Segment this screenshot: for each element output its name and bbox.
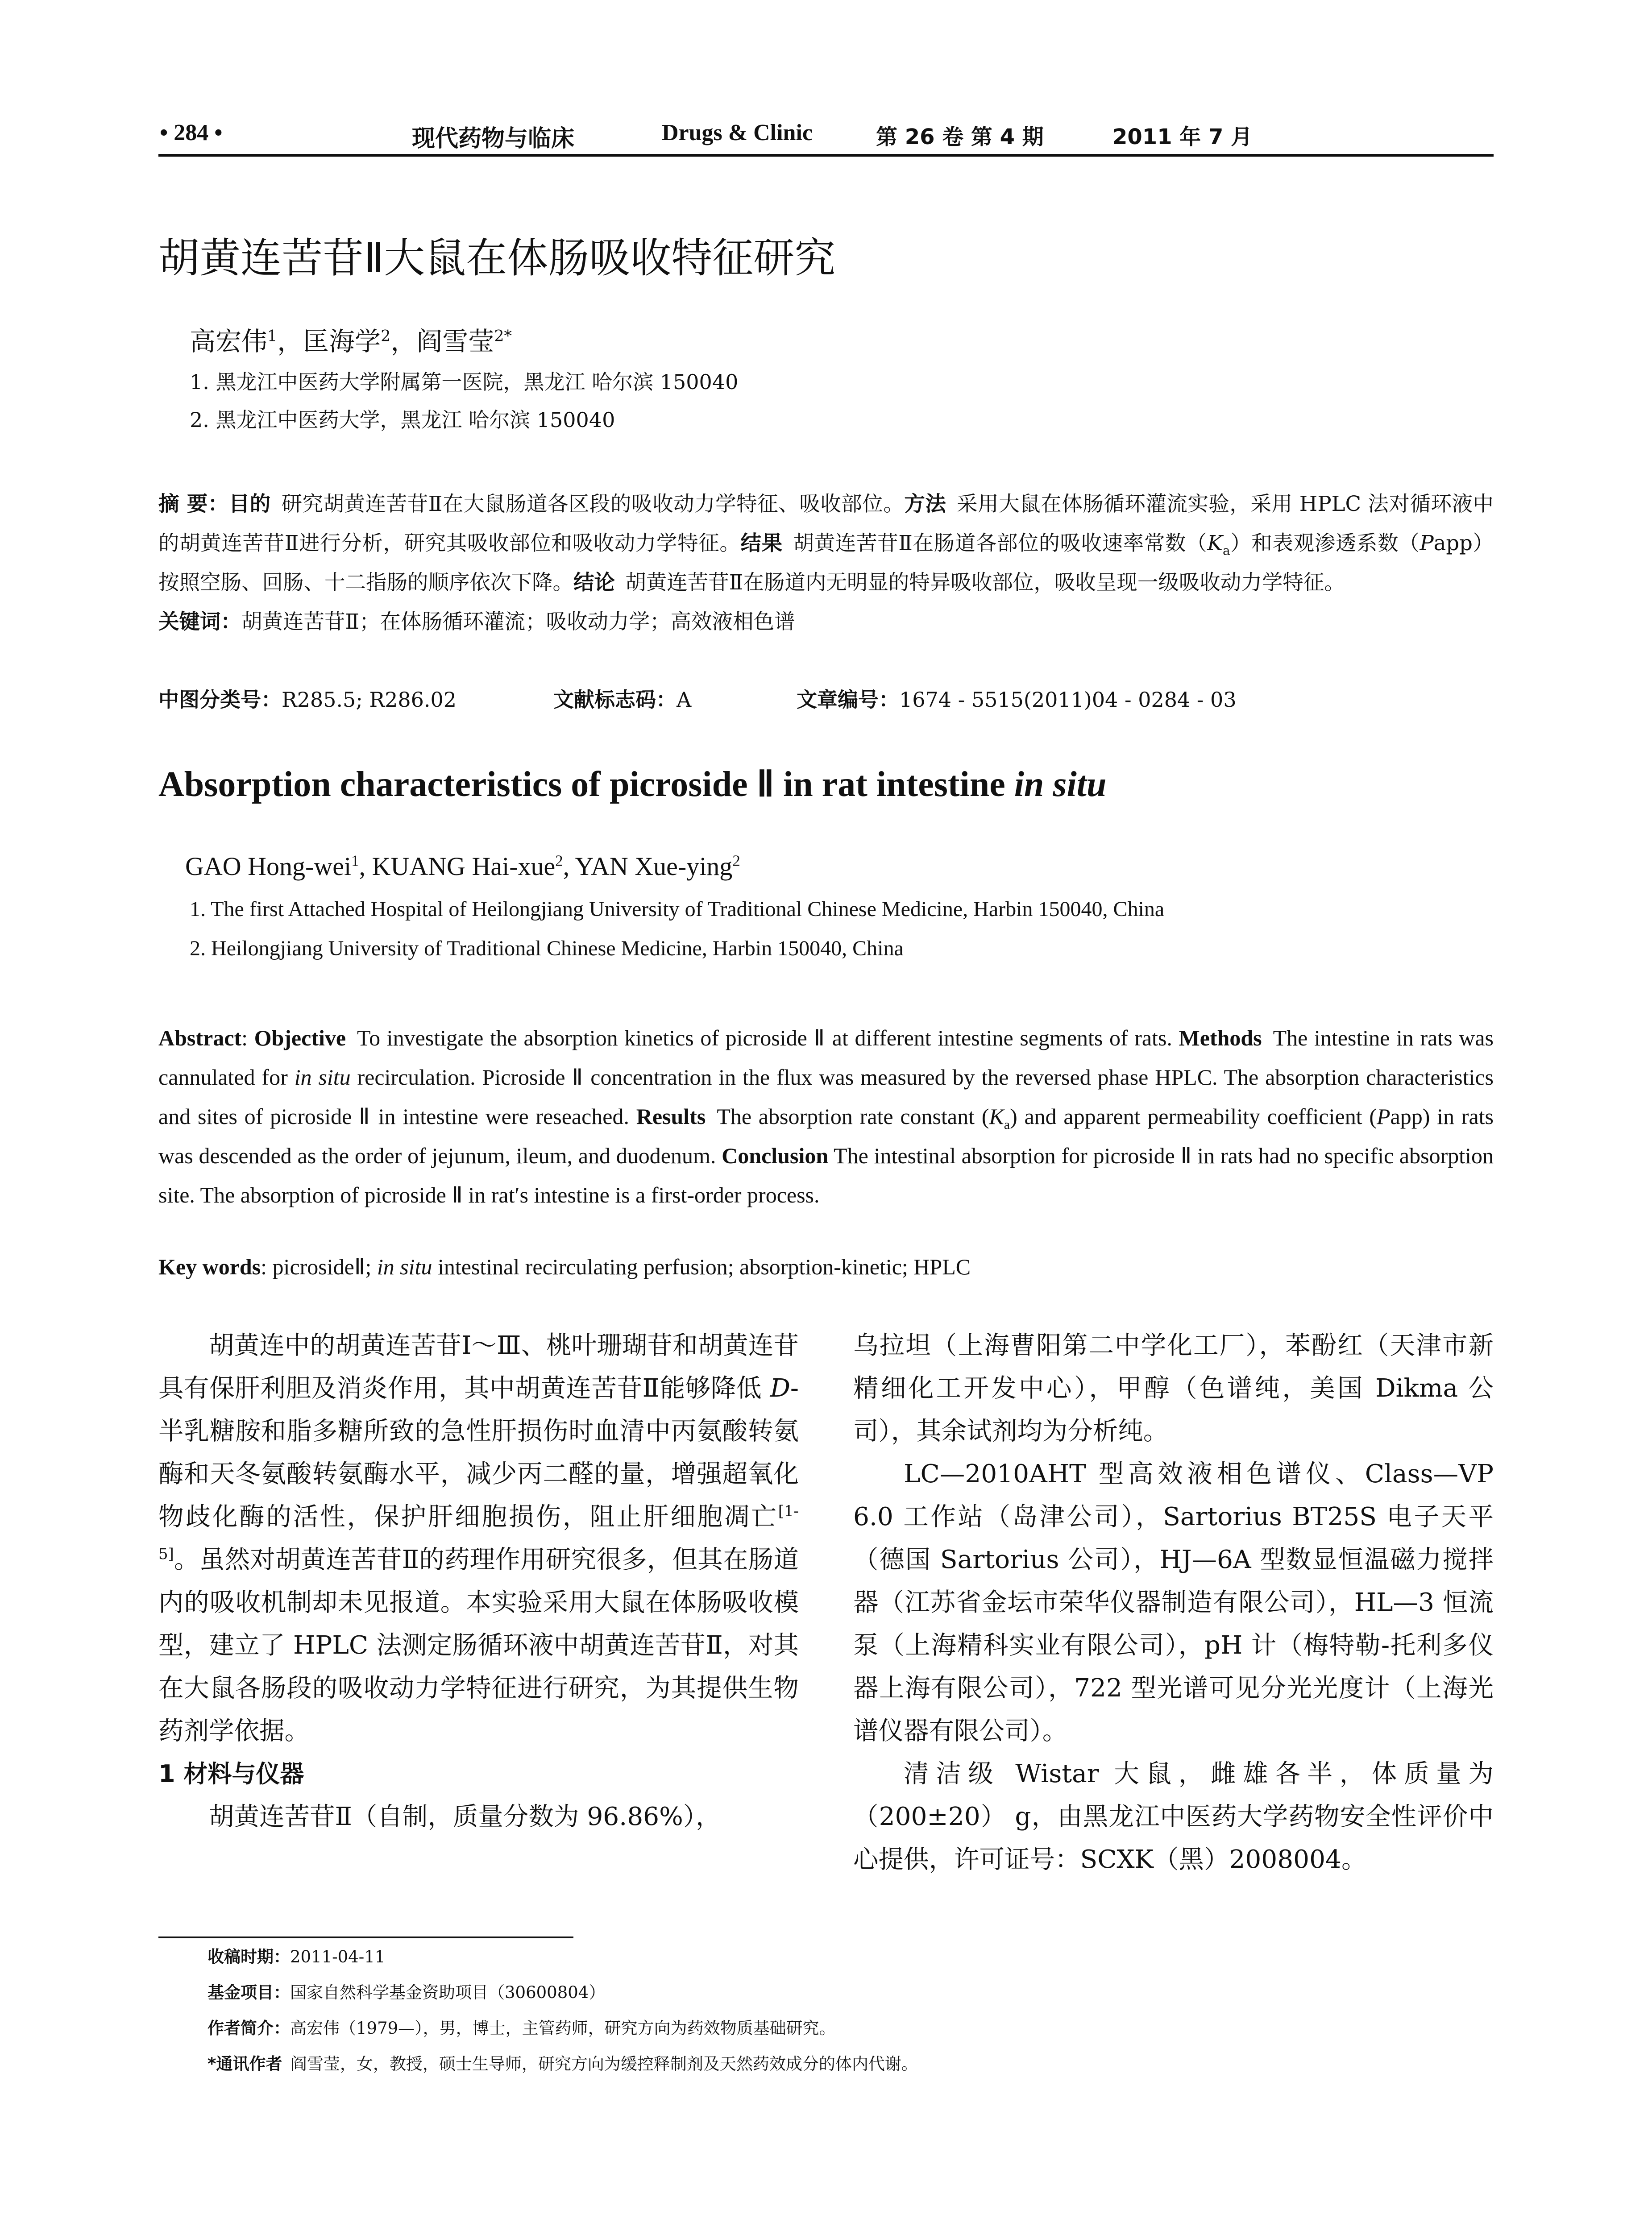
doc-code-value: A: [677, 688, 692, 712]
chinese-title: 胡黄连苦苷Ⅱ大鼠在体肠吸收特征研究: [158, 234, 836, 282]
body-paragraph: LC—2010AHT 型高效液相色谱仪、Class—VP 6.0 工作站（岛津公司），Sartorius BT25S 电子天平（德国 Sartorius 公司），HJ—6A 型数显恒温磁力搅拌器（江苏省金坛市荣华仪器制造有限公司），HL—3 恒流泵（上海精科实业有限公司），pH 计（梅特勒-托利多仪器上海有限公司），722 型光谱可见分光光度计（上海光谱仪器有限公司）。: [853, 1460, 1494, 1746]
body-right-column: [853, 1324, 1494, 1881]
d-italic: D: [770, 1374, 790, 1403]
article-no-value: 1674 - 5515(2011)04 - 0284 - 03: [899, 688, 1237, 712]
author-name: YAN Xue-ying: [575, 852, 733, 881]
keywords-text: 胡黄连苦苷Ⅱ；在体肠循环灌流；吸收动力学；高效液相色谱: [241, 610, 795, 634]
results-label: Results: [636, 1104, 706, 1129]
keywords-italic: in situ: [377, 1254, 432, 1279]
author-separator: ，: [390, 326, 417, 357]
author-affiliation-mark: 2: [381, 327, 391, 345]
author-affiliation-mark: 1: [351, 852, 359, 870]
english-authors: [185, 851, 740, 881]
citation: [1-5]: [158, 1502, 799, 1563]
journal-name-en: Drugs & Clinic: [662, 120, 813, 145]
footnote-label: *通讯作者: [208, 2054, 282, 2073]
author-name: 阎雪莹: [416, 326, 494, 357]
chinese-affiliation-1: 1. 黑龙江中医药大学附属第一医院，黑龙江 哈尔滨 150040: [190, 370, 739, 394]
methods-label: Methods: [1179, 1025, 1262, 1050]
in-situ-italic: in situ: [294, 1065, 351, 1090]
papp-suffix: app: [1390, 1104, 1423, 1129]
author-name: KUANG Hai-xue: [372, 852, 556, 881]
body-paragraph: 清洁级 Wistar 大鼠，雌雄各半，体质量为（200±20） g，由黑龙江中医药大学药物安全性评价中心提供，许可证号：SCXK（黑）2008004。: [853, 1759, 1494, 1874]
doc-code-label: 文献标志码：: [553, 688, 677, 712]
results-label: 结果: [740, 531, 783, 555]
author-name: 匡海学: [303, 326, 381, 357]
objective-label: Objective: [254, 1025, 346, 1050]
body-left-column: [158, 1324, 799, 1838]
methods-text: The intestine in rats was cannulated for: [158, 1025, 1494, 1090]
author-affiliation-mark: 2: [555, 852, 563, 870]
footnote-text: 高宏伟（1979—），男，博士，主管药师，研究方向为药效物质基础研究。: [290, 2019, 836, 2038]
footnote-label: 基金项目：: [208, 1983, 290, 2002]
objective-text: 研究胡黄连苦苷Ⅱ在大鼠肠道各区段的吸收动力学特征、吸收部位。: [281, 492, 905, 516]
papp-suffix: app: [1433, 531, 1473, 555]
footnote-corresponding: [208, 2050, 918, 2074]
body-paragraph: 乌拉坦（上海曹阳第二中学化工厂），苯酚红（天津市新精细化工开发中心），甲醇（色谱纯，美国 Dikma 公司），其余试剂均为分析纯。: [853, 1331, 1494, 1446]
classification-line: [158, 684, 1494, 710]
keywords-label: 关键词：: [158, 610, 241, 634]
keywords-label: Key words: [158, 1254, 261, 1279]
article-no-label: 文章编号：: [797, 688, 899, 712]
english-affiliation-1: 1. The first Attached Hospital of Heilongjiang University of Traditional Chinese Medicine, Harbin 150040, China: [190, 897, 1165, 921]
footnote-fund: [208, 1979, 605, 2003]
results-text: ）和表观渗透系数（: [1230, 531, 1420, 555]
english-affiliation-2: 2. Heilongjiang University of Traditional Chinese Medicine, Harbin 150040, China: [190, 937, 904, 960]
english-title-main: Absorption characteristics of picroside Ⅱ in rat intestine: [158, 765, 1014, 804]
conclusion-label: Conclusion: [722, 1143, 829, 1168]
author-separator: ，: [277, 326, 303, 357]
abstract-colon: :: [241, 1025, 254, 1050]
results-text: ) and apparent permeability coefficient (: [1010, 1104, 1377, 1129]
results-text: The absorption rate constant (: [717, 1104, 989, 1129]
papp-symbol: P: [1377, 1104, 1391, 1129]
footnote-label: 作者简介：: [208, 2019, 290, 2038]
volume-issue: 第 26 卷 第 4 期: [876, 124, 1044, 149]
keywords-text: intestinal recirculating perfusion; absorption-kinetic; HPLC: [432, 1254, 971, 1279]
chinese-affiliation-2: 2. 黑龙江中医药大学，黑龙江 哈尔滨 150040: [190, 408, 615, 432]
ka-subscript: a: [1222, 543, 1230, 558]
conclusion-label: 结论: [573, 570, 615, 594]
abstract-label: Abstract: [158, 1025, 242, 1050]
author-separator: ,: [563, 852, 575, 881]
section-heading: 1 材料与仪器: [158, 1760, 304, 1788]
footnote-text: 国家自然科学基金资助项目（30600804）: [290, 1983, 606, 2002]
footnote-rule: [158, 1937, 573, 1938]
english-keywords: [158, 1254, 971, 1280]
conclusion-text: The intestinal absorption for picroside Ⅱ in rats had no specific absorption site. The absorption of picroside Ⅱ in rat′s intestine is a first-order process.: [158, 1143, 1494, 1207]
ka-symbol: K: [989, 1104, 1004, 1129]
papp-symbol: P: [1420, 531, 1434, 555]
body-text: 。虽然对胡黄连苦苷Ⅱ的药理作用研究很多，但其在肠道内的吸收机制却未见报道。本实验采用大鼠在体肠吸收模型，建立了 HPLC 法测定肠循环液中胡黄连苦苷Ⅱ，对其在大鼠各肠段的吸收动力学特征进行研究，为其提供生物药剂学依据。: [158, 1545, 799, 1746]
body-paragraph: [158, 1324, 799, 1753]
keywords-text: : picrosideⅡ;: [261, 1254, 377, 1279]
footnote-received: [208, 1943, 385, 1967]
methods-text: recirculation. Picroside Ⅱ concentration in the flux was measured by the reversed phase HPLC. The absorption characteristics and sites of picroside Ⅱ in intestine were reseached.: [158, 1065, 1494, 1129]
footnote-author: [208, 2015, 836, 2039]
author-separator: ,: [359, 852, 372, 881]
methods-label: 方法: [904, 492, 946, 516]
body-text: 胡黄连中的胡黄连苦苷Ⅰ～Ⅲ、桃叶珊瑚苷和胡黄连苷具有保肝利胆及消炎作用，其中胡黄连苦苷Ⅱ能够降低: [158, 1331, 799, 1403]
header-rule: [158, 154, 1494, 157]
objective-label: 目的: [228, 492, 271, 516]
issue-date: 2011 年 7 月: [1112, 124, 1253, 149]
clc-label: 中图分类号：: [158, 688, 282, 712]
methods-text: 采用大鼠在体肠循环灌流实验，采用 HPLC 法对循环液中的胡黄连苦苷Ⅱ进行分析，研究其吸收部位和吸收动力学特征。: [158, 492, 1494, 555]
author-name: 高宏伟: [190, 326, 268, 357]
english-title-italic: in situ: [1014, 765, 1107, 804]
running-header: [160, 120, 1492, 155]
chinese-abstract: [158, 484, 1494, 641]
conclusion-text: 胡黄连苦苷Ⅱ在肠道内无明显的特异吸收部位，吸收呈现一级吸收动力学特征。: [625, 570, 1345, 594]
author-affiliation-mark: 1: [267, 327, 278, 345]
author-name: GAO Hong-wei: [185, 852, 352, 881]
author-affiliation-mark: 2: [732, 852, 740, 870]
results-text: 胡黄连苦苷Ⅱ在肠道各部位的吸收速率常数（: [793, 531, 1208, 555]
page-number: • 284 •: [160, 120, 223, 145]
body-paragraph: 胡黄连苦苷Ⅱ（自制，质量分数为 96.86%），: [209, 1802, 721, 1831]
footnote-text: 2011-04-11: [290, 1947, 386, 1966]
ka-symbol: K: [1207, 531, 1223, 555]
objective-text: To investigate the absorption kinetics of picroside Ⅱ at different intestine segments of rats.: [357, 1025, 1172, 1050]
results-text: ）按照空肠、回肠、十二指肠的顺序依次下降。: [158, 531, 1494, 594]
results-text: ) in rats was descended as the order of jejunum, ileum, and duodenum.: [158, 1104, 1494, 1168]
chinese-authors: [190, 320, 512, 358]
clc-value: R285.5; R286.02: [282, 688, 457, 712]
body-text: -半乳糖胺和脂多糖所致的急性肝损伤时血清中丙氨酸转氨酶和天冬氨酸转氨酶水平，减少丙二醛的量，增强超氧化物歧化酶的活性，保护肝细胞损伤，阻止肝细胞凋亡: [158, 1374, 799, 1531]
english-title: [158, 763, 1107, 805]
footnote-label: 收稿时期：: [208, 1947, 290, 1966]
english-abstract: [158, 1018, 1494, 1215]
author-affiliation-mark: 2*: [494, 327, 512, 345]
ka-subscript: a: [1004, 1117, 1010, 1132]
footnote-text: 阎雪莹，女，教授，硕士生导师，研究方向为缓控释制剂及天然药效成分的体内代谢。: [290, 2054, 918, 2073]
journal-name-cn: 现代药物与临床: [412, 125, 575, 152]
abstract-label: 摘 要：: [158, 492, 229, 516]
